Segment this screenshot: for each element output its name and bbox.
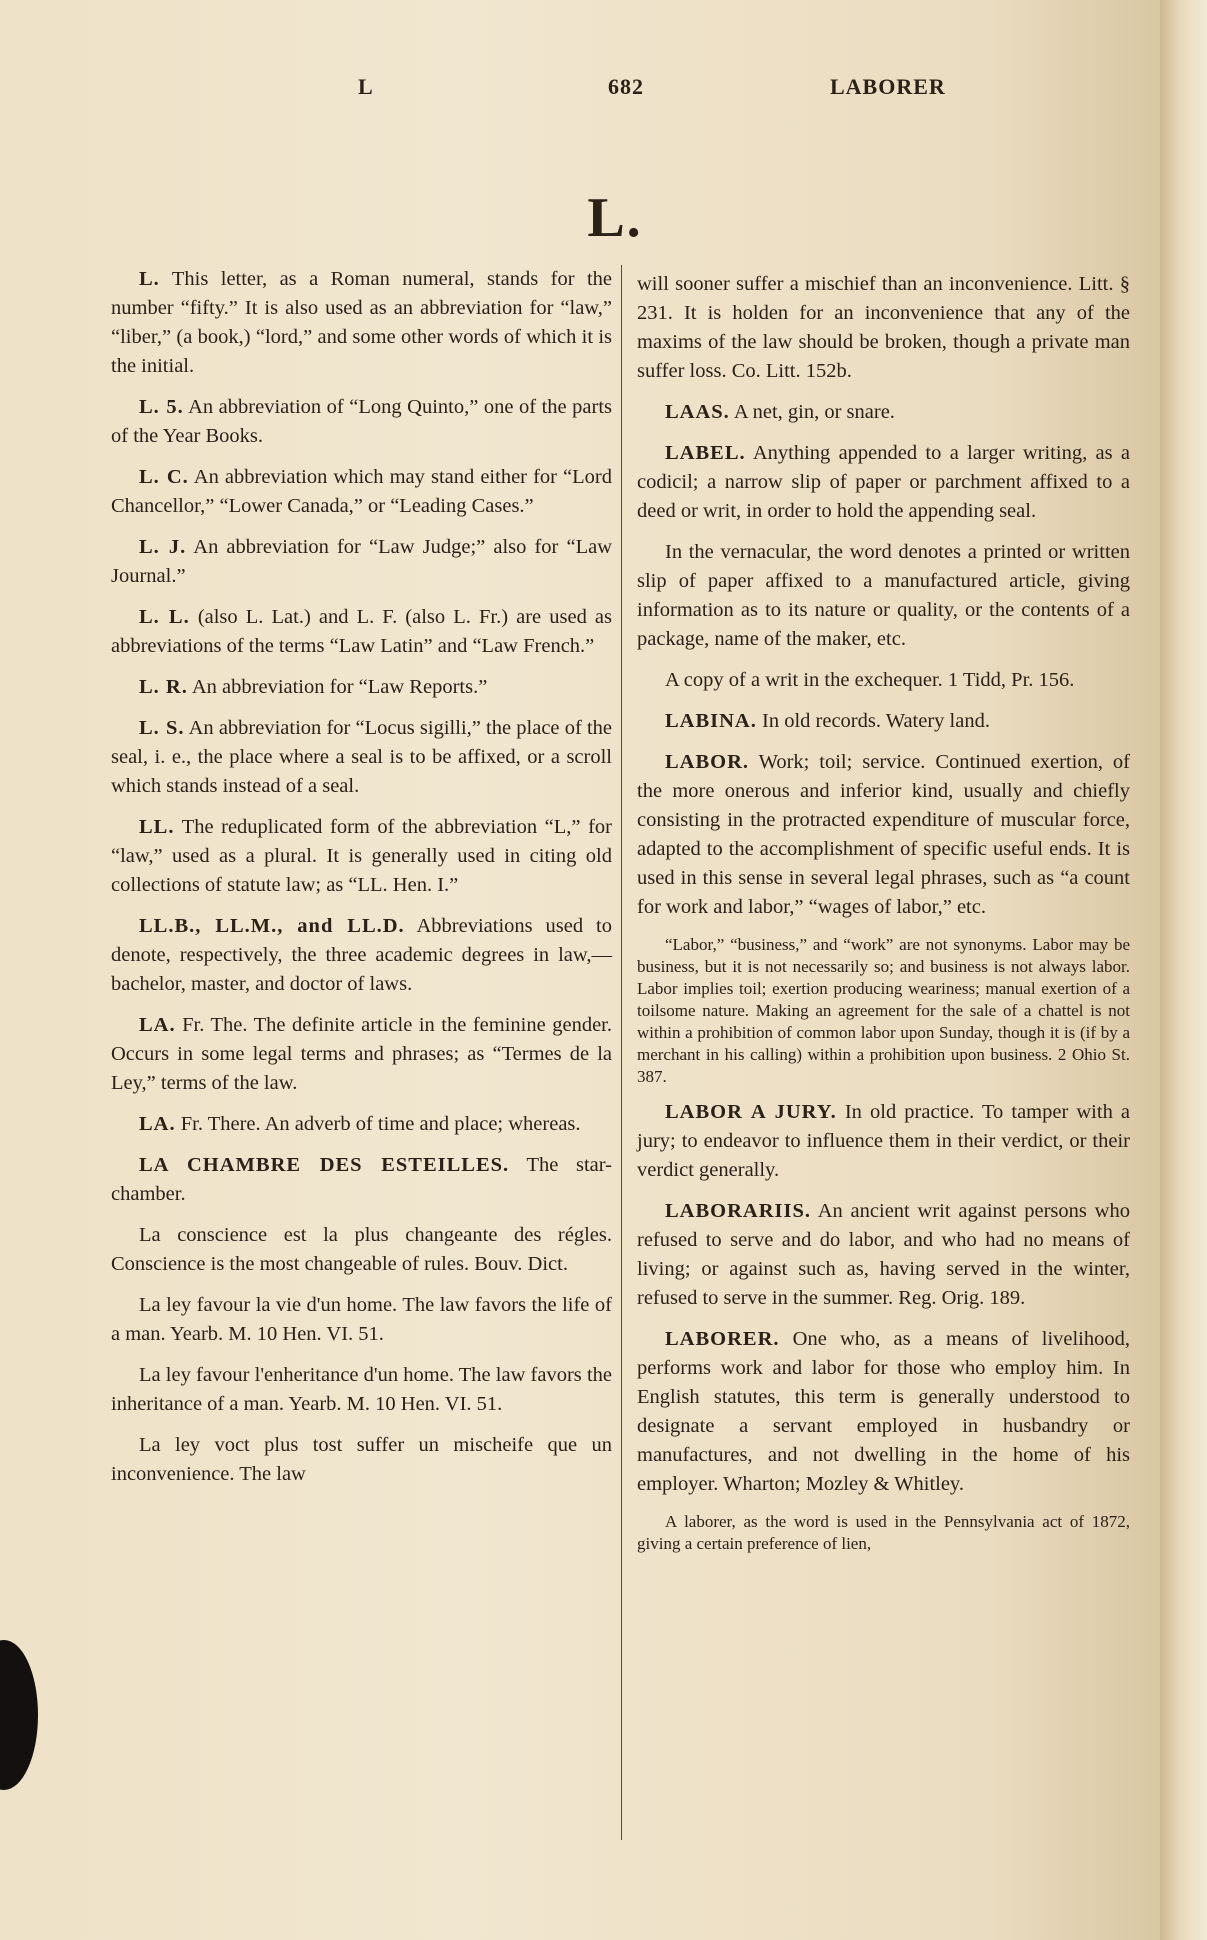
entry-headword: LABOR A JURY. [665,1101,837,1123]
entry-headword: LL. [139,816,175,838]
dictionary-entry [637,538,1130,654]
entry-text: Fr. There. An adverb of time and place; whereas. [180,1113,581,1135]
entry-headword: L. R. [139,676,188,698]
dictionary-entry [111,1291,612,1349]
header-guide-word: LABORER [830,74,946,99]
entry-headword: LA. [139,1113,176,1135]
entry-headword: LA. [139,1014,176,1036]
entry-headword: LAAS. [665,401,730,423]
dictionary-entry [111,912,612,999]
entry-text: In old records. Watery land. [762,710,990,732]
dictionary-entry [111,603,612,661]
entry-text: La ley favour l'enheritance d'un home. The law favors the inheritance of a man. Yearb. M. 10 Hen. VI. 51. [111,1364,612,1415]
entry-text: Abbreviations used to denote, respectively, the three academic degrees in law,—bachelor, master, and doctor of laws. [111,915,612,995]
column-divider [621,265,622,1840]
dictionary-entry [637,707,1130,736]
page-edge [1160,0,1207,1940]
entry-headword: L. 5. [139,396,184,418]
dictionary-entry [111,1361,612,1419]
section-letter: L. [587,187,643,249]
dictionary-entry [111,393,612,451]
dictionary-entry [111,1110,612,1139]
entry-text: The reduplicated form of the abbreviation “L,” for “law,” used as a plural. It is generally used in citing old collections of statute law; as “LL. Hen. I.” [111,816,612,896]
dictionary-entry [637,934,1130,1088]
dictionary-entry [111,463,612,521]
entry-text: Fr. The. The definite article in the feminine gender. Occurs in some legal terms and phrases; as “Termes de la Ley,” terms of the law. [111,1014,612,1094]
entry-text: (also L. Lat.) and L. F. (also L. Fr.) are used as abbreviations of the terms “Law Latin” and “Law French.” [111,606,613,657]
entry-text: Work; toil; service. Continued exertion, of the more onerous and inferior kind, usually and chiefly consisting in the protracted expenditure of muscular force, adapted to the accomplishment of specific useful ends. It is used in this sense in several legal phrases, such as “a count for work and labor,” “wages of labor,” etc. [637,751,1130,918]
entry-text: A net, gin, or snare. [733,401,895,423]
dictionary-entry [111,1431,612,1489]
dictionary-entry [637,1511,1130,1555]
entry-headword: L. L. [139,606,190,628]
entry-headword: LA CHAMBRE DES ESTEILLES. [139,1154,510,1176]
entry-text: Anything appended to a larger writing, as a codicil; a narrow slip of paper or parchment affixed to a deed or writ, in order to hold the appending seal. [637,442,1130,522]
dictionary-entry [111,1011,612,1098]
entry-headword: LABEL. [665,442,746,464]
entry-headword: L. [139,268,160,290]
dictionary-entry [111,1221,612,1279]
entry-headword: LL.B., LL.M., and LL.D. [139,915,405,937]
dictionary-entry [111,265,612,381]
entry-text: An abbreviation which may stand either for “Lord Chancellor,” “Lower Canada,” or “Leading Cases.” [111,466,612,517]
page-number: 682 [608,74,644,99]
entry-text: A copy of a writ in the exchequer. 1 Tidd, Pr. 156. [665,669,1075,691]
dictionary-entry [637,398,1130,427]
right-column [637,270,1130,1565]
dictionary-entry [111,813,612,900]
dictionary-entry [637,748,1130,922]
entry-headword: LABOR. [665,751,750,773]
header-letter: L [358,74,374,99]
entry-headword: L. C. [139,466,189,488]
dictionary-entry [111,1151,612,1209]
entry-headword: L. J. [139,536,187,558]
page-ink-spot [0,1640,38,1790]
entry-text: “Labor,” “business,” and “work” are not synonyms. Labor may be business, but it is not necessarily so; and business is not always labor. Labor implies toil; exertion producing weariness; manual exertion of a toilsome nature. Making an agreement for the sale of a chattel is not within a prohibition of common labor upon Sunday, though it is (if by a merchant in his calling) within a prohibition upon business. 2 Ohio St. 387. [637,935,1130,1086]
entry-text: La conscience est la plus changeante des régles. Conscience is the most changeable of rules. Bouv. Dict. [111,1224,612,1275]
entry-headword: LABORARIIS. [665,1200,811,1222]
dictionary-entry [637,1098,1130,1185]
entry-text: An abbreviation of “Long Quinto,” one of the parts of the Year Books. [111,396,612,447]
dictionary-entry [111,533,612,591]
entry-text: One who, as a means of livelihood, performs work and labor for those who employ him. In English statutes, this term is generally understood to designate a servant employed in husbandry or manufactures, and not dwelling in the home of his employer. Wharton; Mozley & Whitley. [637,1328,1131,1495]
entry-headword: LABORER. [665,1328,780,1350]
entry-text: The star-chamber. [111,1154,612,1205]
entry-text: La ley voct plus tost suffer un mischeife que un inconvenience. The law [111,1434,612,1485]
left-column [111,265,612,1501]
dictionary-entry [111,714,612,801]
entry-text: In old practice. To tamper with a jury; to endeavor to influence them in their verdict, or their verdict generally. [637,1101,1130,1181]
entry-headword: LABINA. [665,710,757,732]
dictionary-entry [637,666,1130,695]
entry-text: La ley favour la vie d'un home. The law favors the life of a man. Yearb. M. 10 Hen. VI. 51. [111,1294,612,1345]
running-header [0,74,1160,114]
dictionary-entry [111,673,612,702]
entry-text: An abbreviation for “Locus sigilli,” the place of the seal, i. e., the place where a seal is to be affixed, or a scroll which stands instead of a seal. [111,717,613,797]
entry-text: An abbreviation for “Law Reports.” [191,676,488,698]
dictionary-entry [637,439,1130,526]
entry-text: In the vernacular, the word denotes a printed or written slip of paper affixed to a manufactured article, giving information as to its nature or quality, or the contents of a package, name of the maker, etc. [637,541,1130,650]
entry-text: This letter, as a Roman numeral, stands for the number “fifty.” It is also used as an abbreviation for “law,” “liber,” (a book,) “lord,” and some other words of which it is the initial. [111,268,612,377]
entry-text: will sooner suffer a mischief than an inconvenience. Litt. § 231. It is holden for an inconvenience that any of the maxims of the law should be broken, though a private man suffer loss. Co. Litt. 152b. [637,273,1130,382]
dictionary-entry [637,1197,1130,1313]
entry-text: An abbreviation for “Law Judge;” also for “Law Journal.” [111,536,612,587]
entry-text: A laborer, as the word is used in the Pennsylvania act of 1872, giving a certain preference of lien, [637,1512,1130,1553]
entry-headword: L. S. [139,717,185,739]
dictionary-entry [637,270,1130,386]
dictionary-entry [637,1325,1130,1499]
entry-text: An ancient writ against persons who refused to serve and do labor, and who had no means of living; or against such as, having served in the winter, refused to serve in the summer. Reg. Orig. 189. [637,1200,1130,1309]
